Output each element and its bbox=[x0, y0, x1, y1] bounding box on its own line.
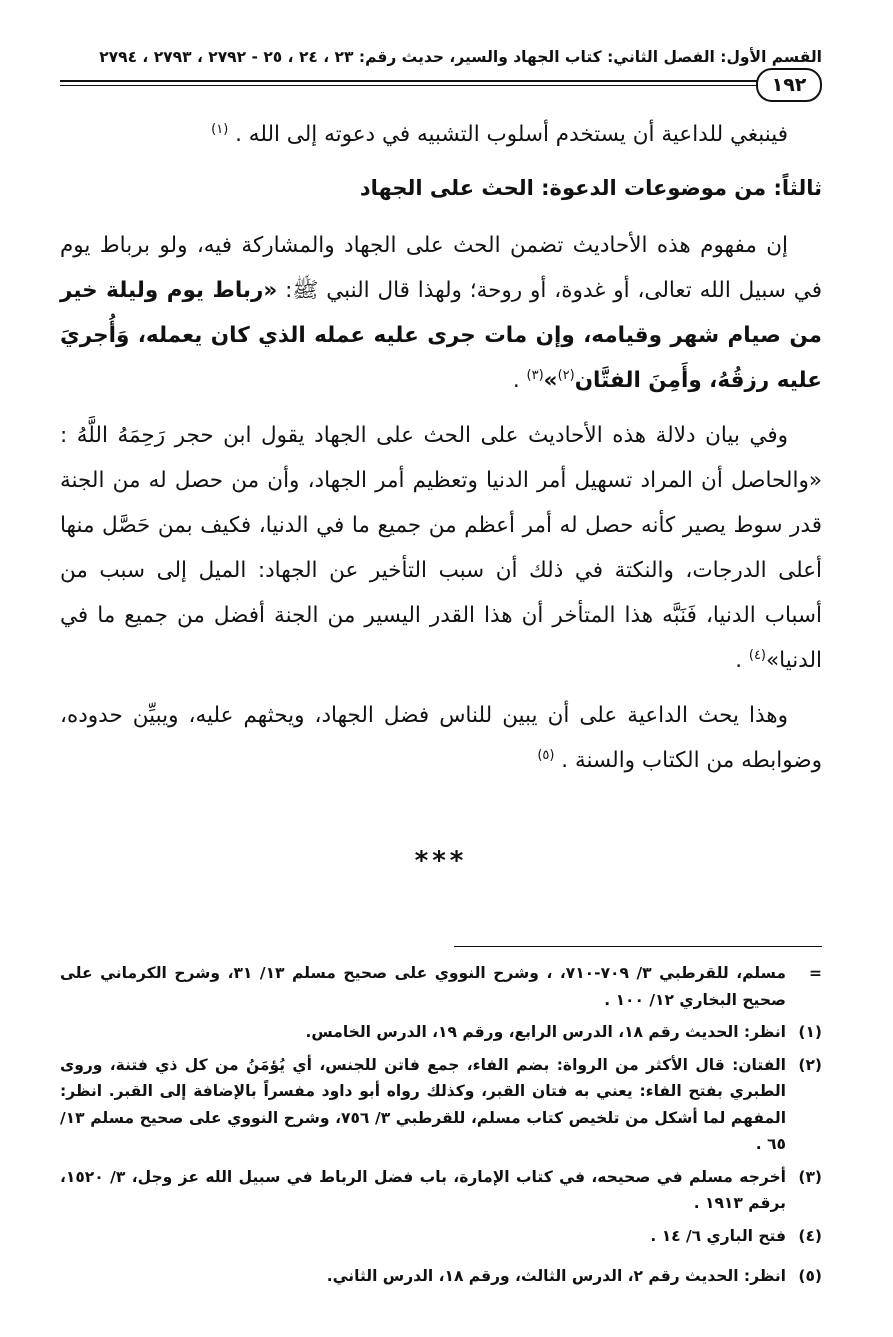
footnote-text: فتح الباري ٦/ ١٤ . bbox=[650, 1226, 786, 1245]
paragraph-3-end: . bbox=[735, 648, 749, 673]
footnote-marker: = bbox=[809, 964, 822, 982]
paragraph-4 bbox=[60, 693, 822, 783]
hadith-quote-close: » bbox=[543, 368, 558, 393]
section-heading: ثالثاً: من موضوعات الدعوة: الحث على الجهاد bbox=[359, 176, 822, 200]
paragraph-1 bbox=[60, 112, 822, 157]
footnote-marker: (٣) bbox=[798, 1167, 822, 1186]
header-rule bbox=[60, 80, 760, 86]
footnote-marker: (٤) bbox=[798, 1226, 822, 1245]
ibn-hajar-quote: «والحاصل أن المراد تسهيل أمر الدنيا وتعظيم أمر الجهاد، وأن من حصل له من الجنة قدر سوط يصير كأنه حصل له أمر أعظم من جميع ما في الدنيا، فكيف بمن حَصَّل منها أعلى الدرجات، والنكتة في ذلك أن سبب التأخير عن الجهاد: الميل إلى سبب من أسباب الدنيا، فَنَبَّه هذا المتأخر أن هذا القدر اليسير من الجنة أفضل من جميع ما في الدنيا» bbox=[60, 468, 822, 673]
footnote-ref-5: (٥) bbox=[537, 747, 555, 763]
footnote-text: أخرجه مسلم في صحيحه، في كتاب الإمارة، باب فضل الرباط في سبيل الله عز وجل، ٣/ ١٥٢٠، برقم ١٩١٣ . bbox=[60, 1167, 786, 1212]
footnote-2 bbox=[60, 1052, 822, 1158]
paragraph-2-lead: إن مفهوم هذه الأحاديث تضمن الحث على الجهاد والمشاركة فيه، ولو برباط يوم في سبيل الله تعالى، أو غدوة، أو روحة؛ ولهذا قال النبي ﷺ: bbox=[60, 233, 822, 303]
footnotes bbox=[60, 960, 822, 1296]
paragraph-1-text: فينبغي للداعية أن يستخدم أسلوب التشبيه في دعوته إلى الله . bbox=[235, 122, 788, 147]
footnote-text: انظر: الحديث رقم ١٨، الدرس الرابع، ورقم ١٩، الدرس الخامس. bbox=[305, 1023, 786, 1041]
running-header: القسم الأول: الفصل الثاني: كتاب الجهاد والسير، حديث رقم: ٢٣ ، ٢٤ ، ٢٥ - ٢٧٩٢ ، ٢٧٩٣ ، ٢٧٩٤ bbox=[99, 48, 822, 66]
paragraph-2-end: . bbox=[512, 368, 527, 393]
footnote-continued bbox=[60, 960, 822, 1013]
hadith-quote: «رباط يوم وليلة خير من صيام شهر وقيامه، وإن مات جرى عليه عمله الذي كان يعمله، وَأُجريَ عليه رزقُهُ، وأَمِنَ الفتَّان bbox=[60, 278, 822, 393]
footnote-text: انظر: الحديث رقم ٢، الدرس الثالث، ورقم ١٨، الدرس الثاني. bbox=[326, 1267, 786, 1285]
footnote-ref-2: (٢) bbox=[557, 367, 575, 383]
footnote-ref-3: (٣) bbox=[526, 367, 544, 383]
footnote-5 bbox=[60, 1263, 822, 1290]
footnote-ref-4: (٤) bbox=[748, 647, 766, 663]
footnote-marker: (٥) bbox=[798, 1267, 822, 1285]
paragraph-3-lead: وفي بيان دلالة هذه الأحاديث على الحث على الجهاد يقول ابن حجر رَحِمَهُ اللَّهُ : bbox=[60, 423, 788, 448]
paragraph-4-text: وهذا يحث الداعية على أن يبين للناس فضل الجهاد، ويحثهم عليه، ويبيِّن حدوده، وضوابطه من الكتاب والسنة . bbox=[60, 703, 822, 773]
main-text bbox=[60, 112, 822, 783]
paragraph-3 bbox=[60, 413, 822, 683]
paragraph-2 bbox=[60, 223, 822, 403]
footnote-marker: (٢) bbox=[798, 1055, 822, 1074]
footnote-1 bbox=[60, 1019, 822, 1046]
footnote-marker: (١) bbox=[798, 1023, 822, 1041]
footnote-3 bbox=[60, 1164, 822, 1217]
footnote-4 bbox=[60, 1223, 822, 1250]
footnote-text: مسلم، للقرطبي ٣/ ٧٠٩-٧١٠، ، وشرح النووي على صحيح مسلم ١٣/ ٣١، وشرح الكرماني على صحيح البخاري ١٢/ ١٠٠ . bbox=[60, 964, 786, 1009]
footnote-ref-1: (١) bbox=[211, 121, 229, 137]
footnote-text: الفتان: قال الأكثر من الرواة: بضم الفاء، جمع فاتن للجنس، أي يُؤمَنُ من كل ذي فتنة، وروى الطبري بفتح الفاء: يعني به فتان القبر، وكذلك رواه أبو داود مفسراً بالإضافة إلى القبر. انظر: المفهم لما أشكل من تلخيص كتاب مسلم، للقرطبي ٣/ ٧٥٦، وشرح النووي على صحيح مسلم ١٣/ ٦٥ . bbox=[60, 1055, 787, 1153]
footnote-rule bbox=[454, 946, 822, 947]
section-separator: *** bbox=[414, 846, 468, 876]
page-number: ١٩٢ bbox=[756, 68, 822, 102]
book-page bbox=[60, 46, 822, 1296]
